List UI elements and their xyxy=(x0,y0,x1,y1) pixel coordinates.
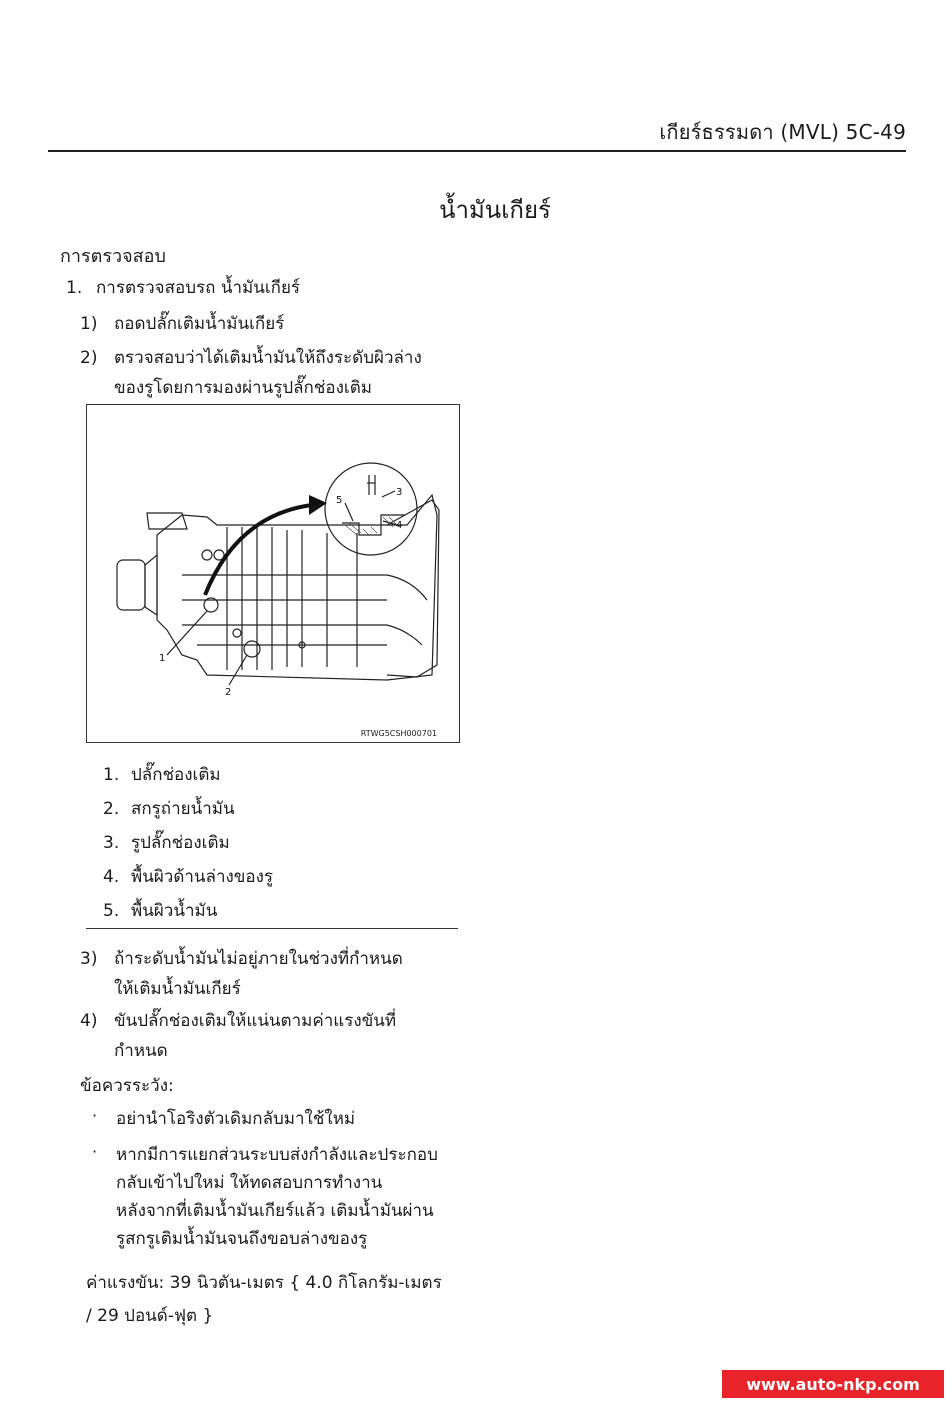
step-text: กำหนด xyxy=(114,1041,168,1061)
bullet-dot: · xyxy=(92,1142,98,1161)
legend-divider xyxy=(86,928,458,929)
callout-5: 5 xyxy=(336,495,343,506)
caution-text: หลังจากที่เติมน้ำมันเกียร์แล้ว เติมน้ำมันผ่าน xyxy=(116,1201,434,1221)
page-header-title: เกียร์ธรรมดา (MVL) 5C-49 xyxy=(659,120,906,144)
step-number: 2) xyxy=(80,348,98,368)
legend-text: สกรูถ่ายน้ำมัน xyxy=(131,799,235,819)
legend-text: พื้นผิวน้ำมัน xyxy=(131,901,218,921)
step-number: 4) xyxy=(80,1011,98,1031)
header-divider xyxy=(48,150,906,152)
legend-number: 4. xyxy=(103,867,120,887)
section-title: น้ำมันเกียร์ xyxy=(439,196,551,224)
caution-heading: ข้อควรระวัง: xyxy=(80,1076,174,1096)
legend-text: ปลั๊กช่องเติม xyxy=(131,765,221,785)
bullet-dot: · xyxy=(92,1106,98,1125)
caution-text: กลับเข้าไปใหม่ ให้ทดสอบการทำงาน xyxy=(116,1173,383,1193)
caution-text: อย่านำโอริงตัวเดิมกลับมาใช้ใหม่ xyxy=(116,1109,356,1129)
legend-number: 3. xyxy=(103,833,120,853)
step-text: ของรูโดยการมองผ่านรูปลั๊กช่องเติม xyxy=(114,378,372,398)
transmission-illustration xyxy=(87,405,459,742)
step-text: ตรวจสอบว่าได้เติมน้ำมันให้ถึงระดับผิวล่าง xyxy=(114,348,422,368)
callout-4: 4 xyxy=(396,520,403,531)
caution-text: หากมีการแยกส่วนระบบส่งกำลังและประกอบ xyxy=(116,1145,438,1165)
website-watermark: www.auto-nkp.com xyxy=(722,1370,944,1398)
callout-2: 2 xyxy=(225,687,232,698)
callout-1: 1 xyxy=(159,653,166,664)
caution-text: รูสกรูเติมน้ำมันจนถึงขอบล่างของรู xyxy=(116,1229,368,1249)
torque-spec: ค่าแรงขัน: 39 นิวตัน-เมตร { 4.0 กิโลกรัม-เมตร xyxy=(86,1273,442,1293)
item-number: 1. xyxy=(66,278,83,298)
magnified-detail xyxy=(325,463,417,555)
legend-text: พื้นผิวด้านล่างของรู xyxy=(131,867,274,887)
step-text: ให้เติมน้ำมันเกียร์ xyxy=(114,979,241,999)
step-text: ถอดปลั๊กเติมน้ำมันเกียร์ xyxy=(114,314,285,334)
transmission-figure xyxy=(86,404,460,743)
step-text: ถ้าระดับน้ำมันไม่อยู่ภายในช่วงที่กำหนด xyxy=(114,949,403,969)
step-text: ขันปลั๊กช่องเติมให้แน่นตามค่าแรงขันที่ xyxy=(114,1011,397,1031)
legend-text: รูปลั๊กช่องเติม xyxy=(131,833,230,853)
torque-spec: / 29 ปอนด์-ฟุต } xyxy=(86,1306,214,1326)
legend-number: 5. xyxy=(103,901,120,921)
legend-number: 1. xyxy=(103,765,120,785)
output-flange xyxy=(117,560,145,610)
legend-number: 2. xyxy=(103,799,120,819)
item-text: การตรวจสอบรถ น้ำมันเกียร์ xyxy=(96,278,301,298)
step-number: 1) xyxy=(80,314,98,334)
inspection-heading: การตรวจสอบ xyxy=(60,246,166,267)
callout-3: 3 xyxy=(396,487,403,498)
step-number: 3) xyxy=(80,949,98,969)
drain-plug xyxy=(244,641,260,657)
figure-code: RTWG5CSH000701 xyxy=(360,729,437,738)
